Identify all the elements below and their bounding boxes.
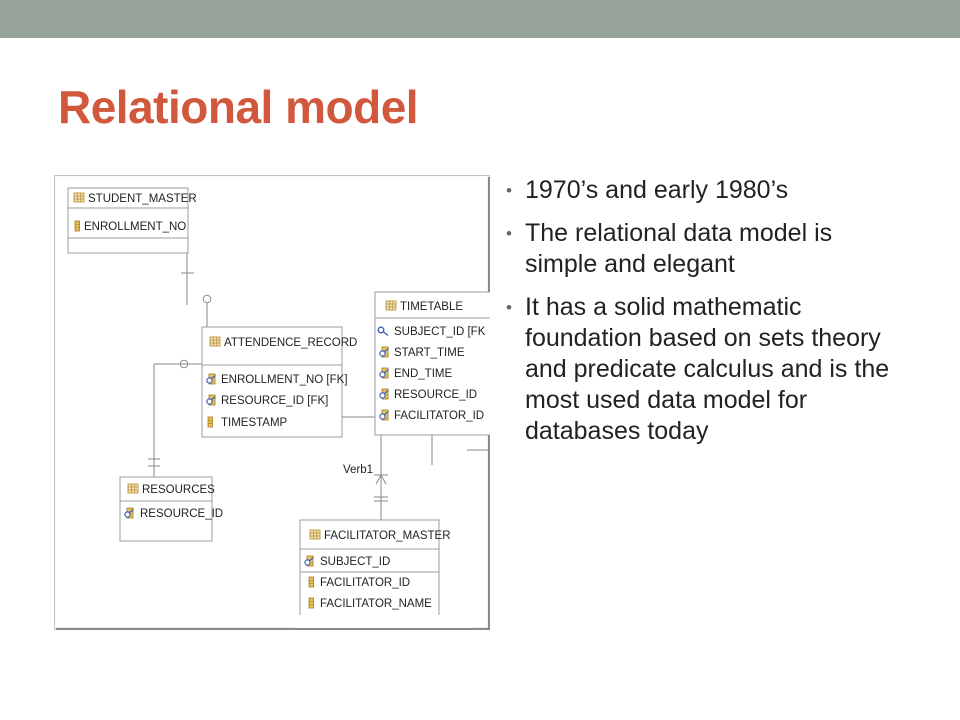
entity-field: FACILITATOR_NAME — [320, 598, 432, 610]
entity-title: STUDENT_MASTER — [88, 193, 197, 205]
entity-field: RESOURCE_ID — [140, 508, 224, 520]
entity-field: FACILITATOR_ID — [320, 577, 411, 589]
entity-field: END_TIME — [394, 368, 453, 380]
entity-field: SUBJECT_ID — [320, 556, 391, 568]
bullet-text: It has a solid mathematic foundation based on sets theory and predicate calculus and is the most used data model for databases today — [525, 293, 890, 445]
bullet-text: The relational data model is simple and elegant — [525, 219, 833, 278]
entity-field: START_TIME — [394, 347, 465, 359]
entity-field: TIMESTAMP — [221, 417, 288, 429]
bullet-dot-icon: • — [506, 181, 512, 200]
entity-field: ENROLLMENT_NO — [84, 221, 187, 233]
bullet-item — [506, 218, 906, 280]
entity-field: SUBJECT_ID [FK — [394, 326, 486, 338]
entity-field: RESOURCE_ID — [394, 389, 478, 401]
bullet-list — [506, 175, 906, 459]
entity-title: RESOURCES — [142, 484, 215, 496]
slide-title: Relational model — [58, 81, 419, 133]
entity-title: TIMETABLE — [400, 301, 464, 313]
bullet-item — [506, 292, 906, 447]
er-diagram — [54, 175, 490, 630]
bullet-dot-icon: • — [506, 224, 512, 243]
bullet-dot-icon: • — [506, 298, 512, 317]
entity-title: FACILITATOR_MASTER — [324, 530, 451, 542]
bullet-item — [506, 175, 906, 206]
relationship-label: Verb1 — [343, 464, 374, 476]
entity-timetable — [375, 292, 490, 435]
top-bar — [0, 0, 960, 38]
entity-field: ENROLLMENT_NO [FK] — [221, 374, 348, 386]
entity-resources — [120, 477, 223, 541]
entity-field: FACILITATOR_ID — [394, 410, 485, 422]
entity-title: ATTENDENCE_RECORD — [224, 337, 358, 349]
entity-attendence-record — [202, 327, 357, 437]
bullet-text: 1970’s and early 1980’s — [525, 176, 789, 204]
entity-student-master — [68, 188, 197, 253]
entity-field: RESOURCE_ID [FK] — [221, 395, 329, 407]
